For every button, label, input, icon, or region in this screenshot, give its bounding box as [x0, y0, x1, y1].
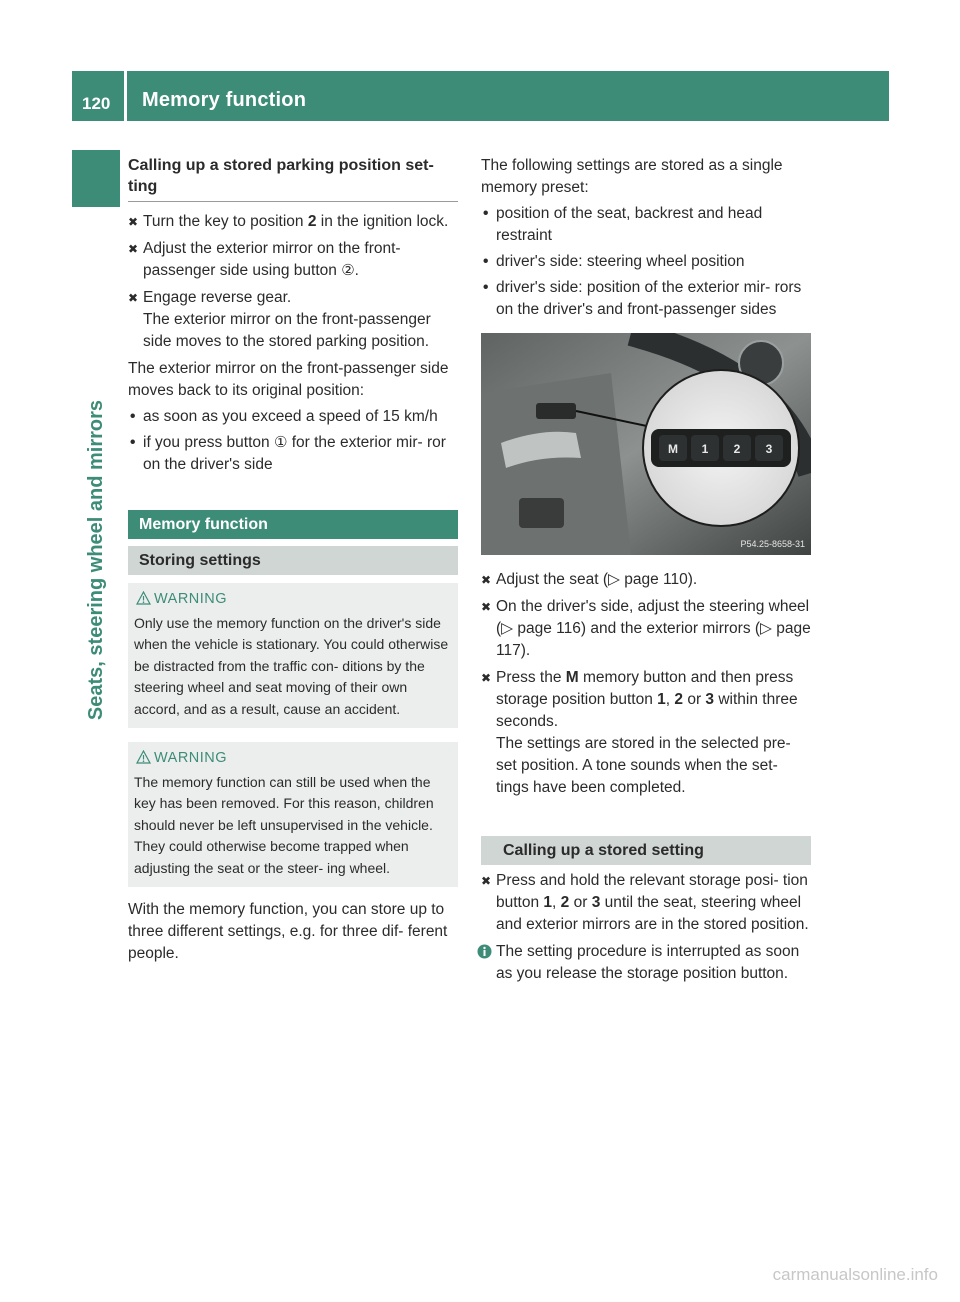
warning-triangle-icon: [136, 591, 151, 605]
photo-code: P54.25-8658-31: [740, 539, 805, 549]
section-heading-parking: Calling up a stored parking position set- ting: [128, 155, 458, 202]
warning-text: Only use the memory function on the driver's side when the vehicle is stationary. You could otherwise be distracted from the traffic con- ditions by the steering wheel and seat moving of their own accord, and as a result, cause an accident.: [134, 614, 449, 717]
bullet-item: • if you press button ① for the exterior mir- ror on the driver's side: [130, 434, 446, 473]
bullet-item: • driver's side: steering wheel position: [483, 253, 745, 270]
step-item: ✖ Press and hold the relevant storage posi- tion button 1, 2 or 3 until the seat, steering wheel and exterior mirrors are in the stored position.: [481, 872, 809, 933]
section-bar-memory-function: Memory function: [128, 510, 458, 539]
button-2-symbol: ②: [341, 262, 355, 279]
step-arrow-icon: ✖: [481, 874, 492, 888]
section-bar-calling-up: Calling up a stored setting: [481, 836, 811, 865]
step-arrow-icon: ✖: [128, 242, 139, 256]
step-arrow-icon: ✖: [481, 573, 492, 587]
warning-title: WARNING: [154, 591, 228, 607]
step-item: ✖ On the driver's side, adjust the steering wheel (▷ page 116) and the exterior mirrors (▷ page 117).: [481, 598, 811, 659]
left-column: [128, 155, 458, 969]
warning-box: [128, 583, 458, 728]
page-title: Memory function: [142, 89, 307, 111]
warning-title: WARNING: [154, 750, 228, 766]
step-arrow-icon: ✖: [481, 671, 492, 685]
side-tab-label: Seats, steering wheel and mirrors: [85, 399, 107, 721]
step-item: ✖ Turn the key to position 2 in the ignition lock.: [128, 211, 458, 233]
side-tab-block: [72, 150, 120, 207]
step-arrow-icon: ✖: [481, 600, 492, 614]
page-header: [72, 71, 889, 121]
paragraph: The exterior mirror on the front-passenger side moves back to its original position:: [128, 360, 449, 399]
paragraph: With the memory function, you can store up to three different settings, e.g. for three dif- ferent people.: [128, 901, 448, 962]
page-number: 120: [82, 94, 111, 113]
step-item: ✖ Press the M memory button and then press storage position button 1, 2 or 3 within three seconds. The settings are stored in the selected pre- set position. A tone sounds when the set- tings have been completed.: [481, 669, 798, 796]
step-arrow-icon: ✖: [128, 291, 139, 305]
step-item: ✖ Adjust the exterior mirror on the front- passenger side using button ②.: [128, 238, 458, 282]
step-arrow-icon: ✖: [128, 215, 139, 229]
step-item: ✖ Adjust the seat (▷ page 110).: [481, 569, 811, 591]
header-divider: [124, 71, 127, 121]
section-bar-storing-settings: Storing settings: [128, 546, 458, 575]
info-note: The setting procedure is interrupted as soon as you release the storage position button.: [481, 941, 811, 985]
memory-button-M: M: [668, 442, 678, 456]
bullet-item: • driver's side: position of the exterior mir- rors on the driver's and front-passenger sides: [483, 279, 802, 318]
bullet-item: • as soon as you exceed a speed of 15 km/h: [130, 408, 438, 425]
step-item: ✖ Engage reverse gear. The exterior mirror on the front-passenger side moves to the stored parking position.: [128, 289, 431, 350]
bullet-item: • position of the seat, backrest and head restraint: [483, 205, 763, 244]
memory-button-2: 2: [733, 442, 741, 456]
warning-box: [128, 742, 458, 887]
memory-buttons-photo: [481, 333, 811, 555]
paragraph: The following settings are stored as a single memory preset:: [481, 157, 783, 196]
info-icon: [477, 944, 492, 959]
memory-button-3: 3: [765, 442, 773, 456]
right-column: [481, 155, 811, 985]
warning-triangle-icon: [136, 750, 151, 764]
memory-button-1: 1: [701, 442, 709, 456]
button-1-symbol: ①: [273, 434, 288, 451]
warning-text: The memory function can still be used when the key has been removed. For this reason, children should never be left unsupervised in the vehicle. They could otherwise become trapped when adjusting the seat or the steer- ing wheel.: [134, 773, 434, 876]
watermark: carmanualsonline.info: [772, 1265, 938, 1284]
